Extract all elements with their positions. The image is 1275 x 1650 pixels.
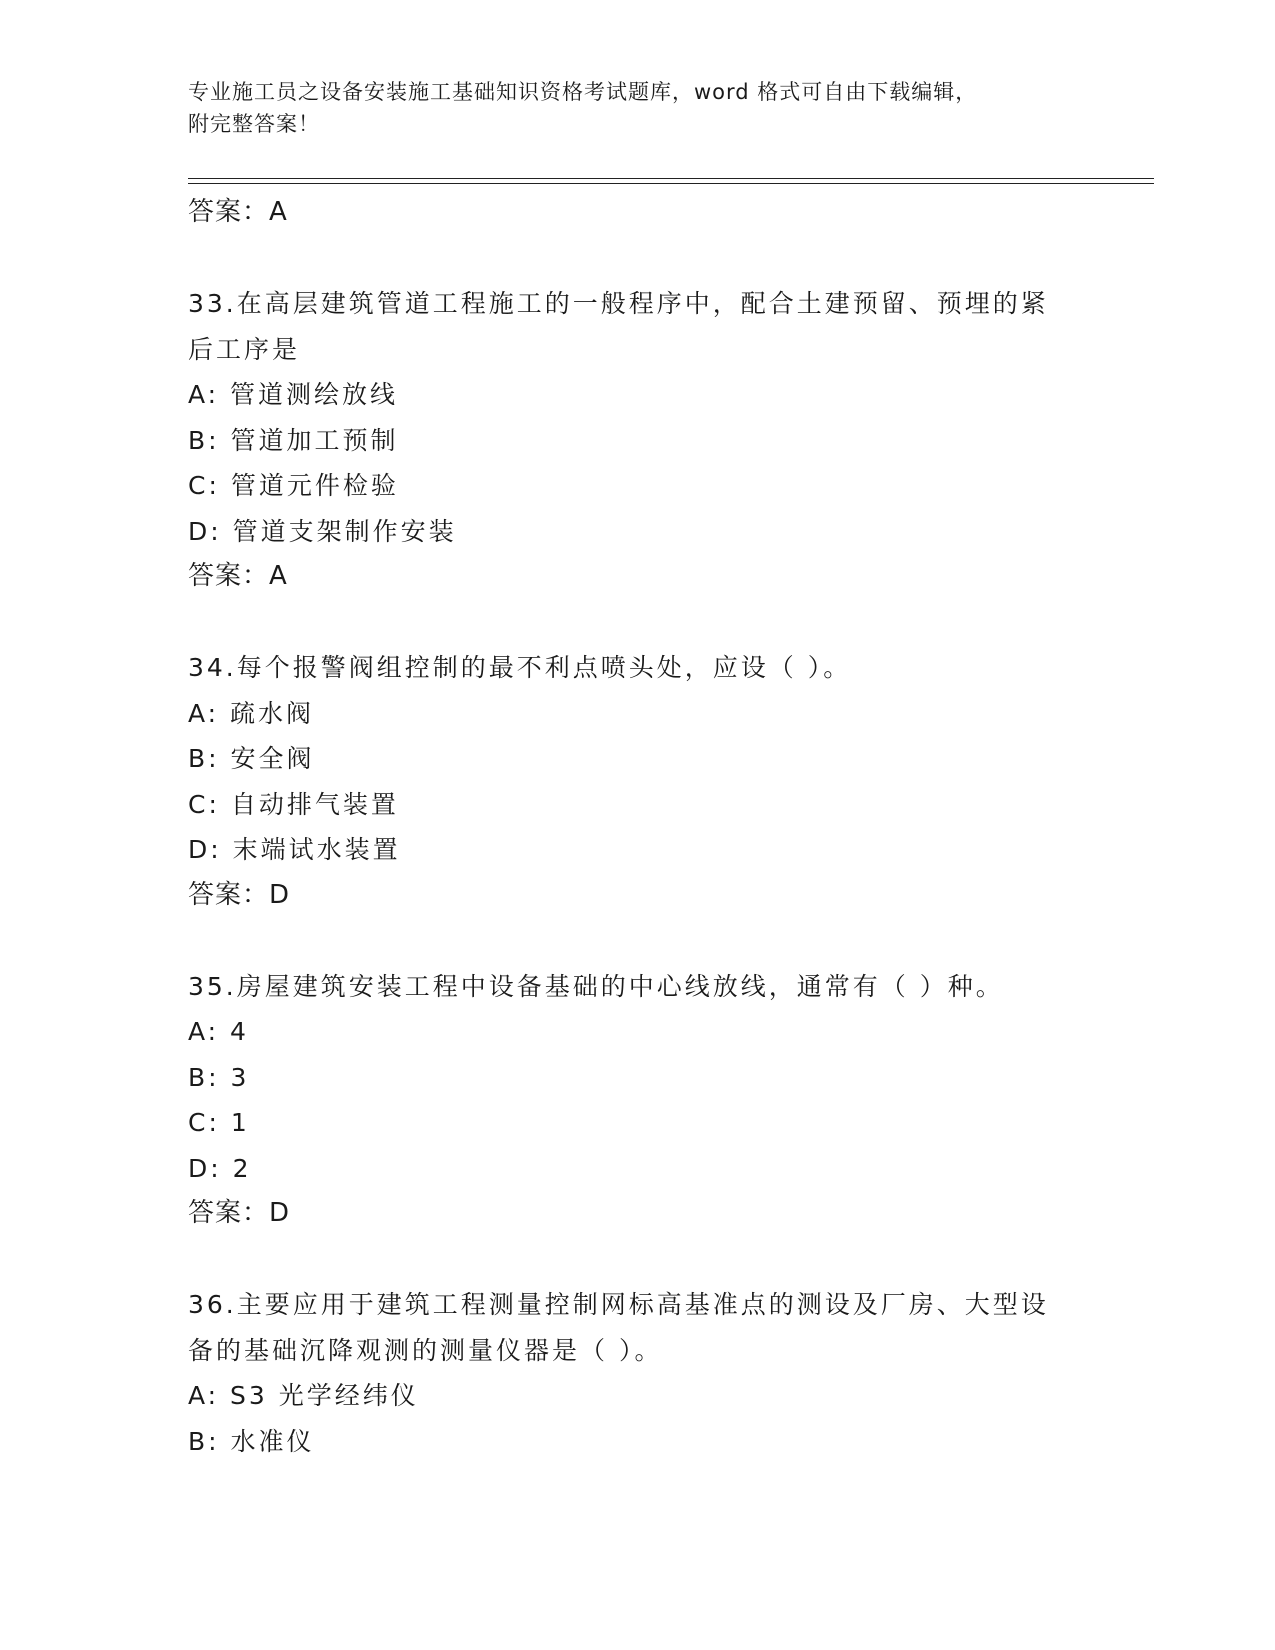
question-text-line: 后工序是: [188, 334, 301, 364]
option-b: B: 管道加工预制: [188, 425, 399, 455]
option-b: B: 安全阀: [188, 744, 315, 773]
option-a: A: 疏水阀: [188, 698, 315, 728]
option-a: A: 管道测绘放线: [188, 380, 399, 409]
document-header: [188, 76, 1088, 140]
question-text-line: 36.主要应用于建筑工程测量控制网标高基准点的测设及厂房、大型设: [188, 1290, 1049, 1319]
option-d: D: 管道支架制作安装: [188, 516, 457, 546]
option-a: A: S3 光学经纬仪: [188, 1381, 419, 1410]
answer: 答案：D: [188, 1198, 291, 1228]
answer-previous-question: 答案：A: [188, 197, 288, 227]
header-divider-top: [188, 178, 1154, 179]
spacer: [188, 236, 1088, 282]
question-34: [188, 645, 1088, 918]
question-list: [188, 190, 1088, 1464]
option-c: C: 管道元件检验: [188, 471, 399, 500]
option-d: D: 末端试水装置: [188, 835, 401, 864]
option-a: A: 4: [188, 1017, 249, 1046]
question-33: [188, 281, 1088, 600]
header-divider-bottom: [188, 183, 1154, 184]
question-36: [188, 1282, 1088, 1464]
header-line-1: 专业施工员之设备安装施工基础知识资格考试题库，word 格式可自由下载编辑，: [188, 80, 978, 104]
option-c: C: 1: [188, 1108, 250, 1137]
option-b: B: 水准仪: [188, 1426, 315, 1456]
answer: 答案：D: [188, 879, 291, 910]
header-line-2: 附完整答案！: [188, 112, 320, 136]
answer: 答案：A: [188, 561, 288, 591]
spacer: [188, 1237, 1088, 1283]
question-text-line: 34.每个报警阀组控制的最不利点喷头处，应设（ ）。: [188, 653, 852, 682]
question-35: [188, 964, 1088, 1237]
spacer: [188, 918, 1088, 964]
option-d: D: 2: [188, 1153, 252, 1183]
option-c: C: 自动排气装置: [188, 789, 399, 819]
question-text-line: 35.房屋建筑安装工程中设备基础的中心线放线，通常有（ ）种。: [188, 971, 1004, 1001]
question-text-line: 33.在高层建筑管道工程施工的一般程序中，配合土建预留、预埋的紧: [188, 289, 1049, 318]
question-text-line: 备的基础沉降观测的测量仪器是（ ）。: [188, 1335, 663, 1365]
spacer: [188, 600, 1088, 646]
option-b: B: 3: [188, 1062, 250, 1092]
